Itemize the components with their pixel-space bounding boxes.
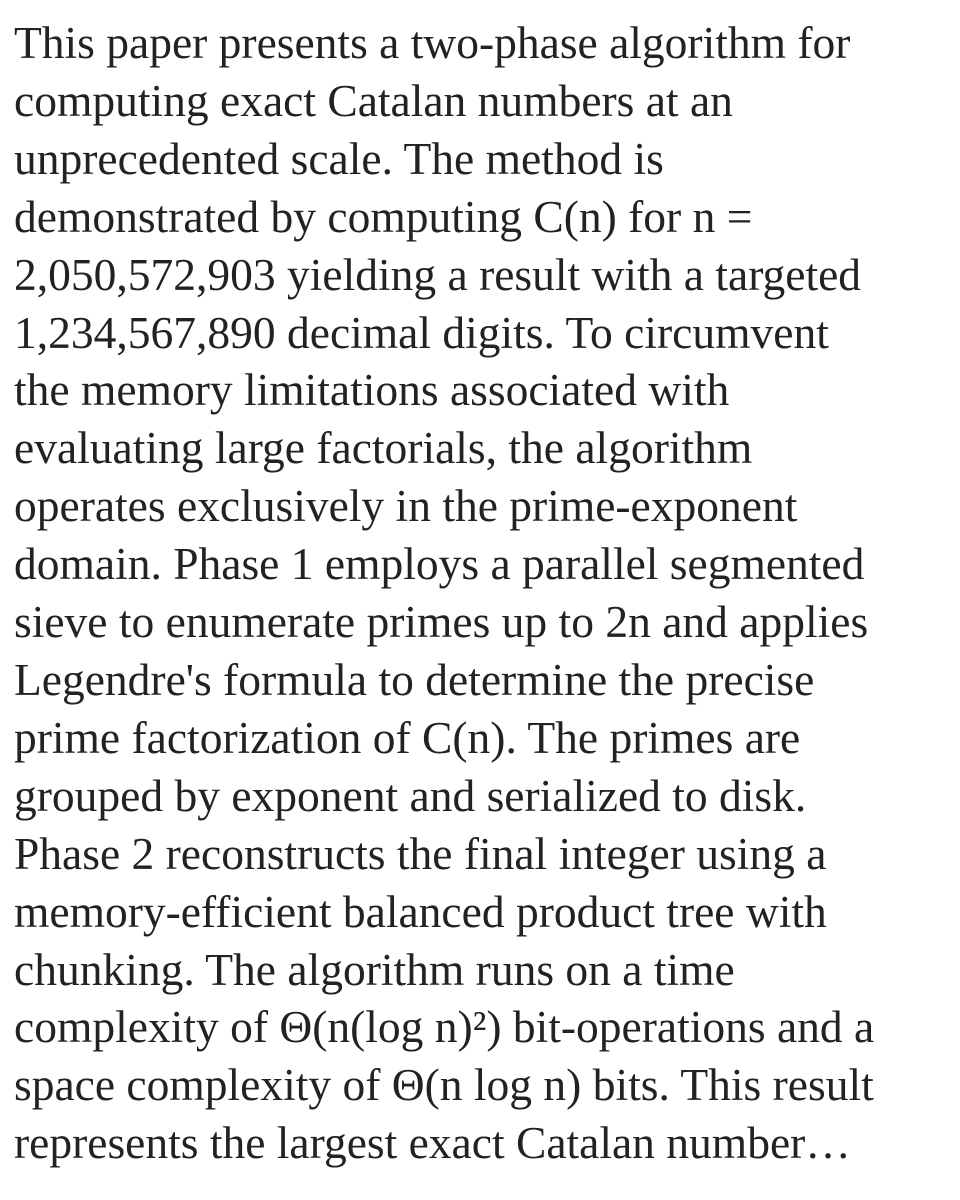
abstract-line: computing exact Catalan numbers at an <box>14 74 733 126</box>
abstract-line: space complexity of Θ(n log n) bits. This result <box>14 1059 874 1111</box>
abstract-line: This paper presents a two-phase algorithm for <box>14 17 851 68</box>
abstract-line: Legendre's formula to determine the precise <box>14 653 815 705</box>
abstract-line: 1,234,567,890 decimal digits. To circumvent <box>14 306 829 358</box>
abstract-line: evaluating large factorials, the algorithm <box>14 422 753 474</box>
abstract-line: unprecedented scale. The method is <box>14 132 664 184</box>
abstract-line: operates exclusively in the prime-exponent <box>14 480 798 532</box>
abstract-line: Phase 2 reconstructs the final integer using a <box>14 827 827 879</box>
abstract-line: demonstrated by computing C(n) for n = <box>14 190 753 242</box>
abstract-line: prime factorization of C(n). The primes are <box>14 711 801 763</box>
abstract-line: sieve to enumerate primes up to 2n and applies <box>14 596 869 648</box>
abstract-text <box>14 14 950 1172</box>
abstract-line: grouped by exponent and serialized to disk. <box>14 769 807 821</box>
abstract-line: memory-efficient balanced product tree with <box>14 885 827 937</box>
abstract-line: represents the largest exact Catalan number… <box>14 1117 851 1169</box>
abstract-line: the memory limitations associated with <box>14 364 730 416</box>
abstract-line: chunking. The algorithm runs on a time <box>14 943 735 995</box>
abstract-line: complexity of Θ(n(log n)²) bit-operations and a <box>14 1001 875 1053</box>
abstract-line: 2,050,572,903 yielding a result with a targeted <box>14 248 862 300</box>
abstract-line: domain. Phase 1 employs a parallel segmented <box>14 538 865 590</box>
